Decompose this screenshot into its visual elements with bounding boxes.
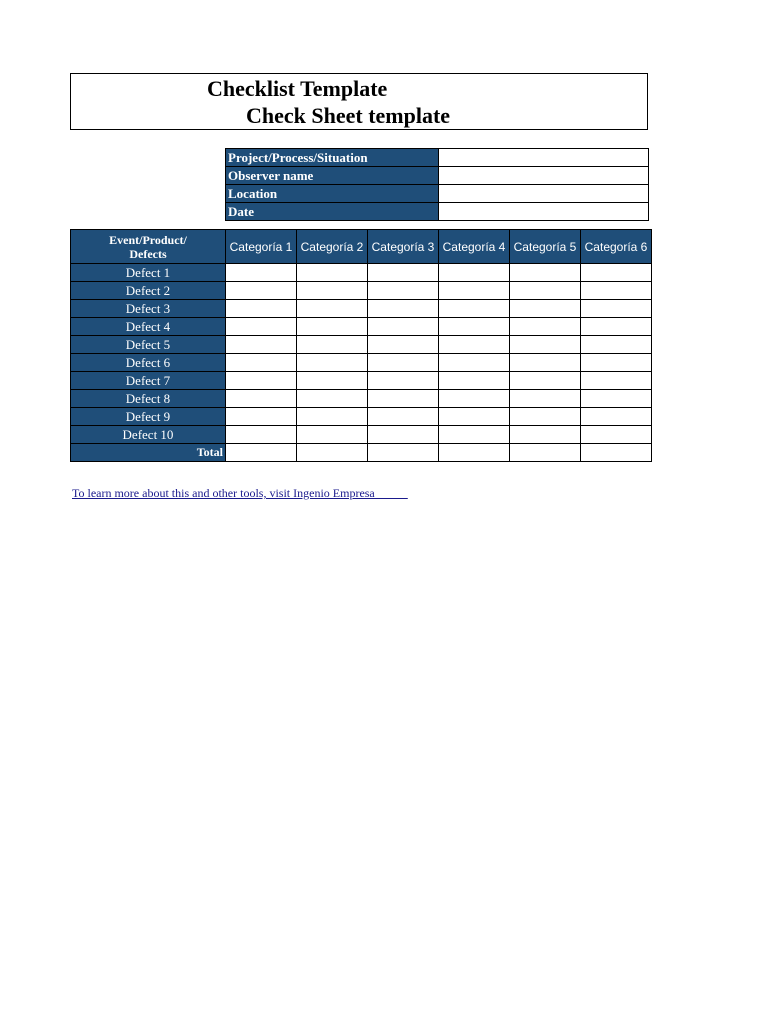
- header-row: [71, 230, 652, 264]
- tally-cell[interactable]: [368, 318, 439, 336]
- info-row: [226, 167, 649, 185]
- tally-cell[interactable]: [581, 408, 652, 426]
- table-row: [71, 408, 652, 426]
- category-header: Categoría 2: [297, 230, 368, 264]
- tally-cell[interactable]: [510, 390, 581, 408]
- tally-cell[interactable]: [581, 336, 652, 354]
- tally-cell[interactable]: [297, 300, 368, 318]
- row-label: Defect 9: [71, 408, 226, 426]
- total-cell[interactable]: [226, 444, 297, 462]
- tally-cell[interactable]: [297, 336, 368, 354]
- total-cell[interactable]: [581, 444, 652, 462]
- total-cell[interactable]: [439, 444, 510, 462]
- tally-cell[interactable]: [510, 264, 581, 282]
- ingenio-empresa-link[interactable]: To learn more about this and other tools, visit Ingenio Empresa: [72, 486, 408, 500]
- info-label-location: Location: [226, 185, 439, 203]
- tally-cell[interactable]: [581, 282, 652, 300]
- tally-cell[interactable]: [510, 300, 581, 318]
- corner-header-line2: Defects: [129, 246, 167, 261]
- info-row: [226, 203, 649, 221]
- total-label: Total: [71, 444, 226, 462]
- tally-cell[interactable]: [439, 426, 510, 444]
- check-sheet-table: [70, 229, 652, 462]
- info-label-project: Project/Process/Situation: [226, 149, 439, 167]
- tally-cell[interactable]: [439, 372, 510, 390]
- tally-cell[interactable]: [226, 282, 297, 300]
- tally-cell[interactable]: [297, 408, 368, 426]
- tally-cell[interactable]: [368, 264, 439, 282]
- tally-cell[interactable]: [226, 354, 297, 372]
- tally-cell[interactable]: [297, 372, 368, 390]
- tally-cell[interactable]: [226, 390, 297, 408]
- info-label-date: Date: [226, 203, 439, 221]
- tally-cell[interactable]: [368, 372, 439, 390]
- page-subtitle: Check Sheet template: [246, 103, 451, 128]
- row-label: Defect 4: [71, 318, 226, 336]
- tally-cell[interactable]: [439, 354, 510, 372]
- corner-header: [71, 230, 226, 264]
- tally-cell[interactable]: [226, 372, 297, 390]
- info-row: [226, 185, 649, 203]
- category-header: Categoría 3: [368, 230, 439, 264]
- tally-cell[interactable]: [581, 318, 652, 336]
- row-label: Defect 8: [71, 390, 226, 408]
- tally-cell[interactable]: [368, 426, 439, 444]
- category-header: Categoría 5: [510, 230, 581, 264]
- tally-cell[interactable]: [439, 282, 510, 300]
- tally-cell[interactable]: [510, 336, 581, 354]
- tally-cell[interactable]: [297, 318, 368, 336]
- info-value-location[interactable]: [439, 185, 649, 203]
- table-row: [71, 372, 652, 390]
- row-label: Defect 6: [71, 354, 226, 372]
- tally-cell[interactable]: [510, 318, 581, 336]
- tally-cell[interactable]: [439, 336, 510, 354]
- tally-cell[interactable]: [439, 264, 510, 282]
- info-value-project[interactable]: [439, 149, 649, 167]
- tally-cell[interactable]: [368, 336, 439, 354]
- total-row: [71, 444, 652, 462]
- tally-cell[interactable]: [510, 282, 581, 300]
- row-label: Defect 5: [71, 336, 226, 354]
- category-header: Categoría 6: [581, 230, 652, 264]
- table-row: [71, 390, 652, 408]
- tally-cell[interactable]: [510, 408, 581, 426]
- tally-cell[interactable]: [368, 390, 439, 408]
- tally-cell[interactable]: [297, 354, 368, 372]
- tally-cell[interactable]: [510, 426, 581, 444]
- info-value-observer[interactable]: [439, 167, 649, 185]
- page-title: Checklist Template: [207, 76, 388, 101]
- tally-cell[interactable]: [226, 408, 297, 426]
- info-label-observer: Observer name: [226, 167, 439, 185]
- tally-cell[interactable]: [368, 354, 439, 372]
- tally-cell[interactable]: [297, 426, 368, 444]
- tally-cell[interactable]: [439, 318, 510, 336]
- tally-cell[interactable]: [439, 300, 510, 318]
- table-row: [71, 282, 652, 300]
- info-row: [226, 149, 649, 167]
- row-label: Defect 10: [71, 426, 226, 444]
- tally-cell[interactable]: [581, 264, 652, 282]
- total-cell[interactable]: [368, 444, 439, 462]
- tally-cell[interactable]: [226, 426, 297, 444]
- tally-cell[interactable]: [510, 372, 581, 390]
- category-header: Categoría 4: [439, 230, 510, 264]
- tally-cell[interactable]: [581, 354, 652, 372]
- info-value-date[interactable]: [439, 203, 649, 221]
- tally-cell[interactable]: [297, 264, 368, 282]
- table-row: [71, 300, 652, 318]
- row-label: Defect 3: [71, 300, 226, 318]
- table-row: [71, 426, 652, 444]
- tally-cell[interactable]: [226, 300, 297, 318]
- total-cell[interactable]: [297, 444, 368, 462]
- corner-header-line1: Event/Product/: [109, 232, 187, 247]
- category-header: Categoría 1: [226, 230, 297, 264]
- tally-cell[interactable]: [581, 300, 652, 318]
- tally-cell[interactable]: [226, 336, 297, 354]
- tally-cell[interactable]: [297, 390, 368, 408]
- tally-cell[interactable]: [226, 318, 297, 336]
- tally-cell[interactable]: [297, 282, 368, 300]
- tally-cell[interactable]: [581, 426, 652, 444]
- info-table: [225, 148, 649, 221]
- tally-cell[interactable]: [439, 408, 510, 426]
- title-box: [70, 73, 648, 130]
- tally-cell[interactable]: [510, 354, 581, 372]
- row-label: Defect 1: [71, 264, 226, 282]
- row-label: Defect 7: [71, 372, 226, 390]
- total-cell[interactable]: [510, 444, 581, 462]
- tally-cell[interactable]: [581, 372, 652, 390]
- tally-cell[interactable]: [368, 300, 439, 318]
- row-label: Defect 2: [71, 282, 226, 300]
- tally-cell[interactable]: [439, 390, 510, 408]
- table-row: [71, 336, 652, 354]
- tally-cell[interactable]: [368, 282, 439, 300]
- table-row: [71, 264, 652, 282]
- table-row: [71, 354, 652, 372]
- tally-cell[interactable]: [368, 408, 439, 426]
- table-row: [71, 318, 652, 336]
- tally-cell[interactable]: [581, 390, 652, 408]
- tally-cell[interactable]: [226, 264, 297, 282]
